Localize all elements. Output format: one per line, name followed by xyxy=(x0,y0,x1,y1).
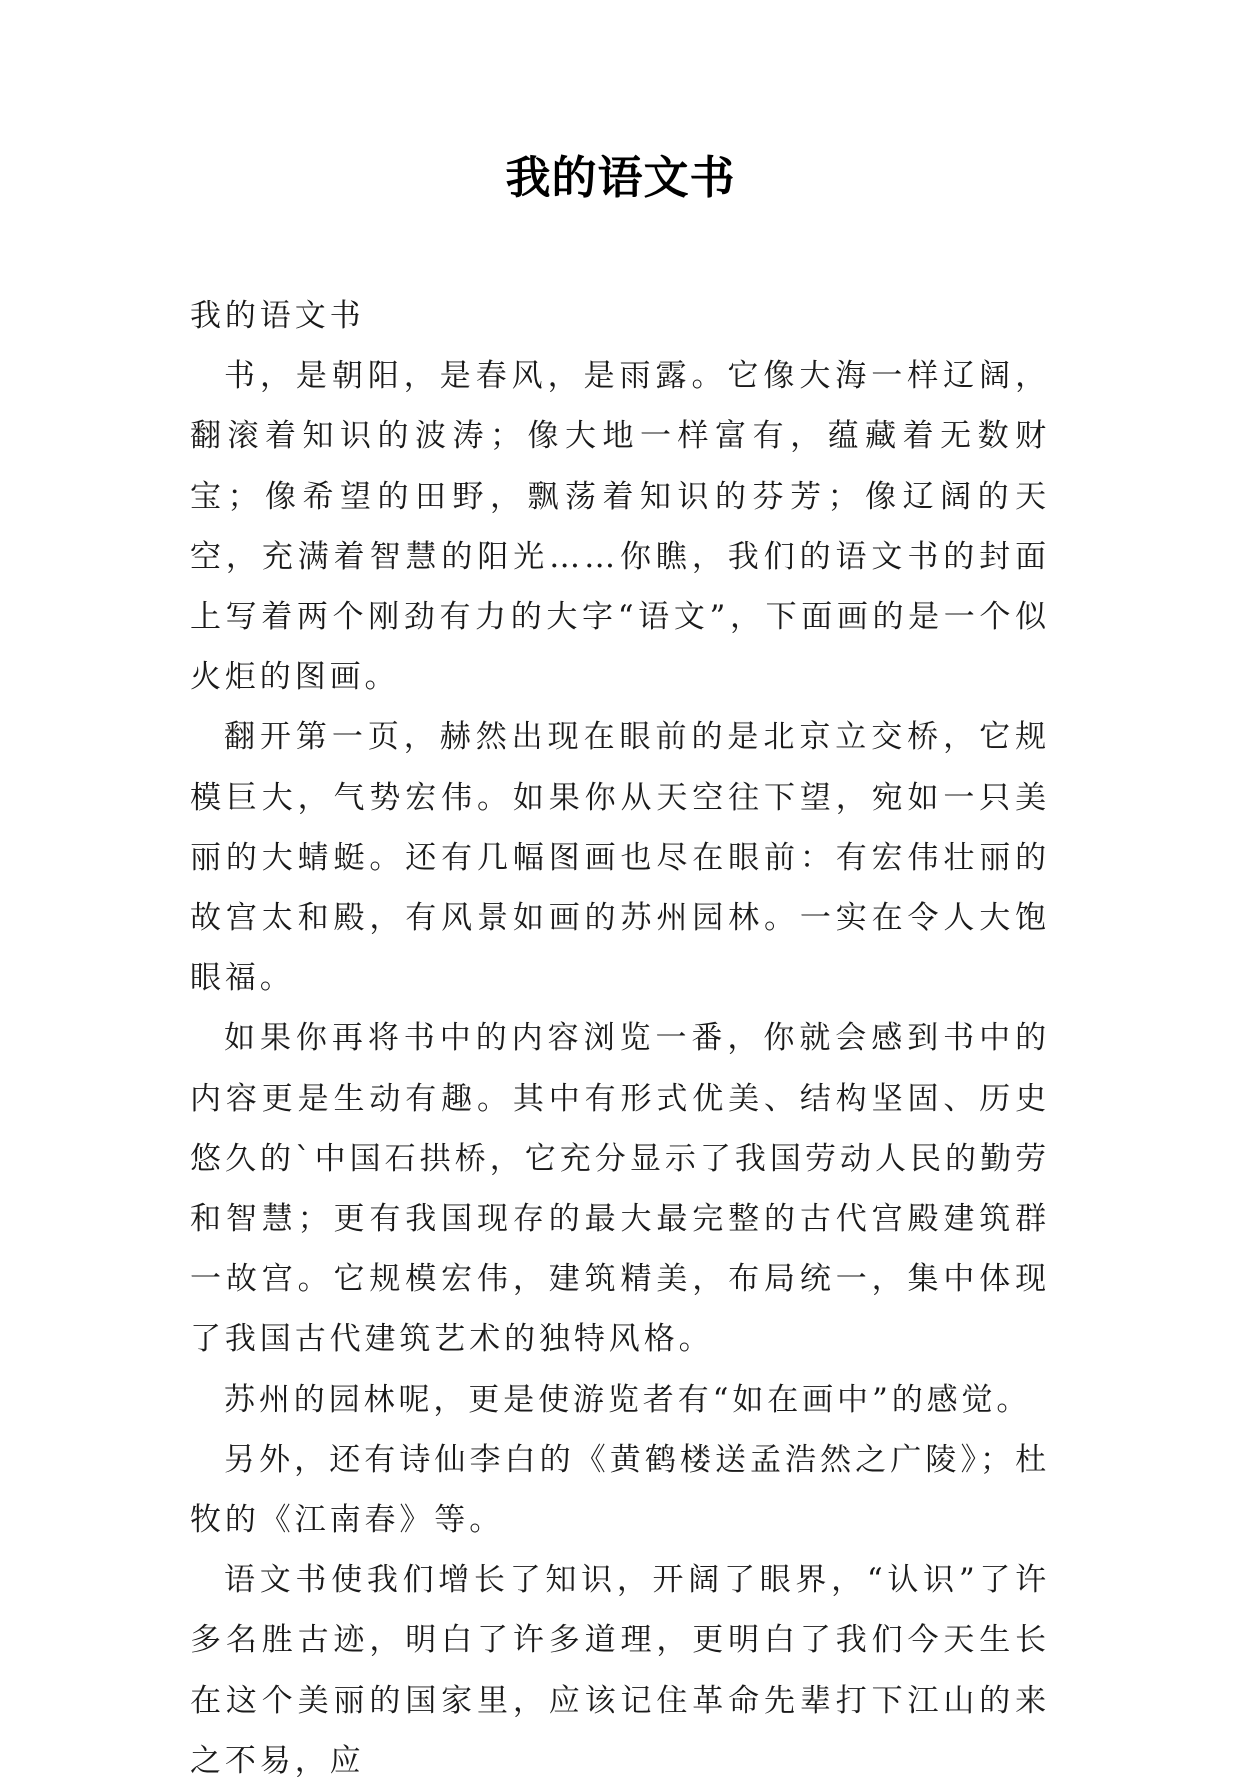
document-title: 我的语文书 xyxy=(505,151,736,204)
paragraph: 翻开第一页，赫然出现在眼前的是北京立交桥，它规模巨大，气势宏伟。如果你从天空往下望，宛如一只美丽的大蜻蜓。还有几幅图画也尽在眼前：有宏伟壮丽的故宫太和殿，有风景如画的苏州园林。一实在令人大饱眼福。 xyxy=(190,719,1050,997)
paragraph: 苏州的园林呢，更是使游览者有“如在画中”的感觉。 xyxy=(224,1381,1032,1418)
paragraph: 书，是朝阳，是春风，是雨露。它像大海一样辽阔，翻滚着知识的波涛；像大地一样富有，蕴藏着无数财宝；像希望的田野，飘荡着知识的芬芳；像辽阔的天空，充满着智慧的阳光……你瞧，我们的语文书的封面上写着两个刚劲有力的大字“语文”，下面画的是一个似火炬的图画。 xyxy=(190,358,1050,696)
paragraph-heading: 我的语文书 xyxy=(190,298,365,334)
paragraph: 另外，还有诗仙李白的《黄鹤楼送孟浩然之广陵》；杜牧的《江南春》等。 xyxy=(190,1441,1050,1539)
paragraph: 如果你再将书中的内容浏览一番，你就会感到书中的内容更是生动有趣。其中有形式优美、结构坚固、历史悠久的`中国石拱桥，它充分显示了我国劳动人民的勤劳和智慧；更有我国现存的最大最完整的古代宫殿建筑群一故宫。它规模宏伟，建筑精美，布局统一，集中体现了我国古代建筑艺术的独特风格。 xyxy=(190,1020,1050,1358)
paragraph: 语文书使我们增长了知识，开阔了眼界，“认识”了许多名胜古迹，明白了许多道理，更明白了我们今天生长在这个美丽的国家里，应该记住革命先辈打下江山的来之不易，应 xyxy=(190,1562,1050,1779)
document-body xyxy=(190,286,1050,1791)
